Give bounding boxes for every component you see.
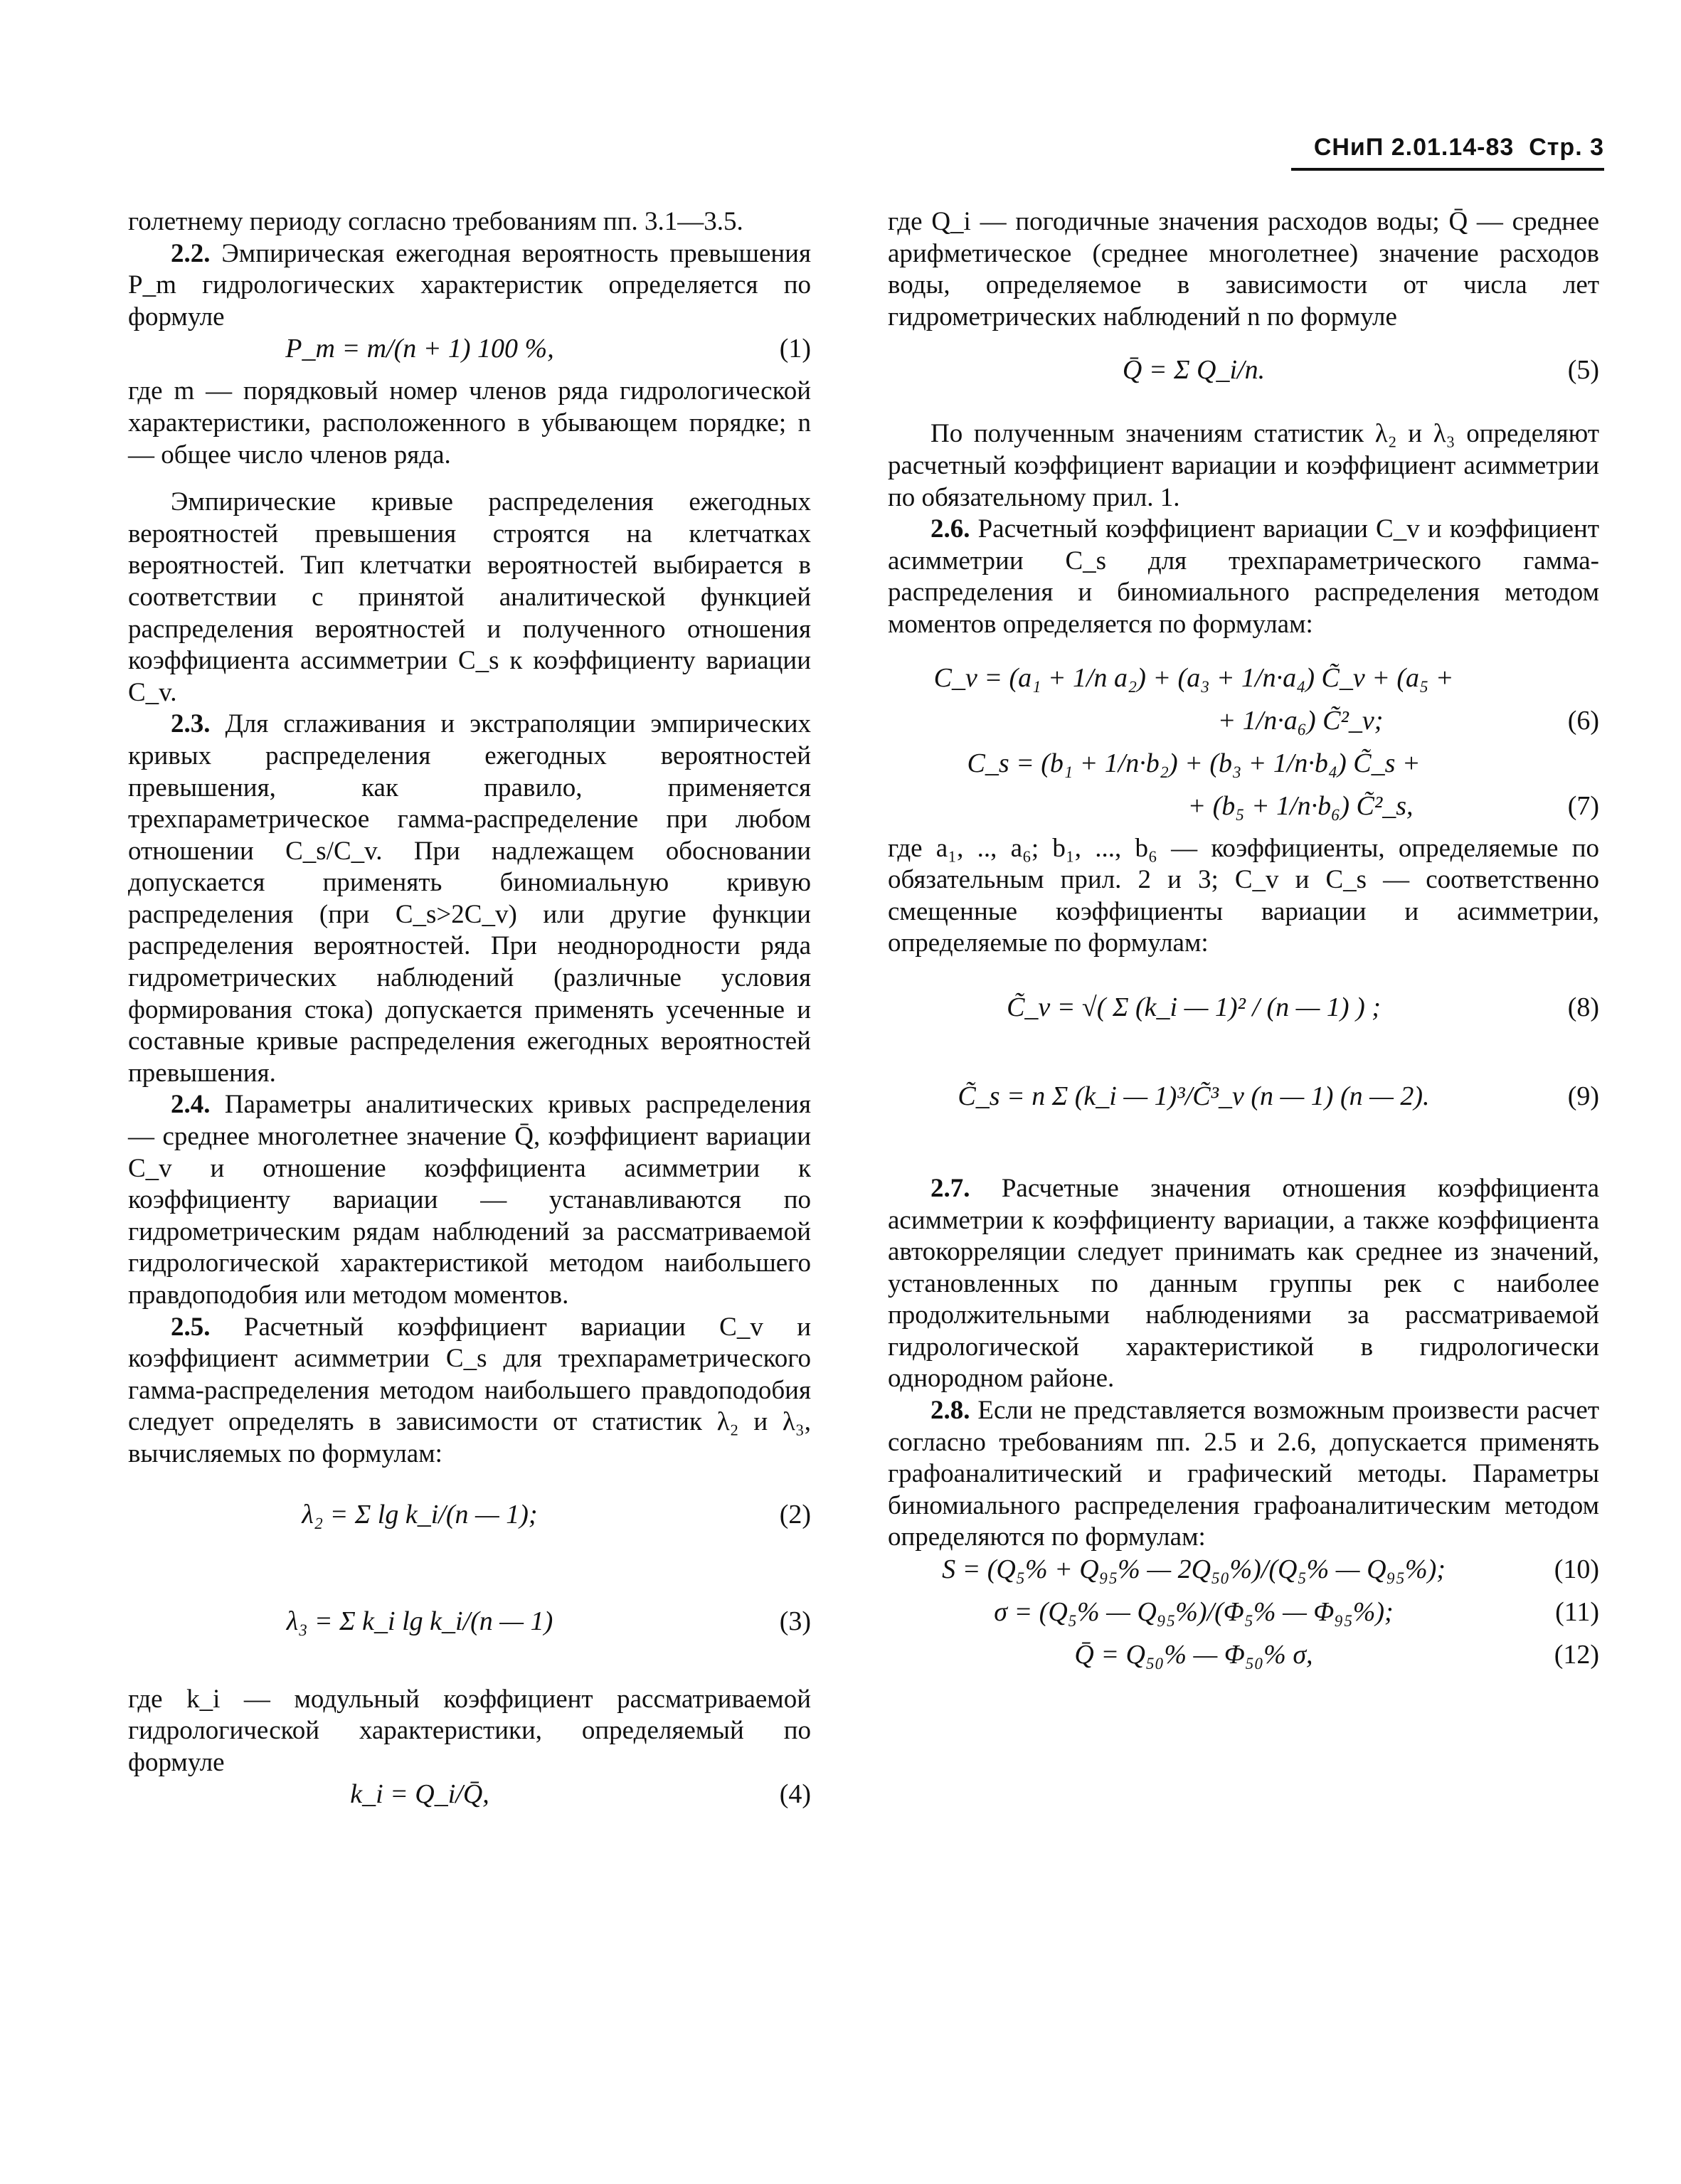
paragraph-2-3 [128, 709, 811, 1089]
equation-6b [888, 705, 1599, 748]
paragraph-2-4 [128, 1089, 811, 1311]
clause-number: 2.2. [171, 238, 211, 268]
clause-text: Эмпирическая ежегодная вероятность превышения P_m гидрологических характеристик определяется по формуле [128, 238, 811, 332]
formula: λ₂ = Σ lg k_i/(n — 1); [302, 1499, 538, 1530]
formula: S = (Q₅% + Q₉₅% — 2Q₅₀%)/(Q₅% — Q₉₅%); [942, 1554, 1446, 1585]
paragraph: где k_i — модульный коэффициент рассматриваемой гидрологической характеристики, определяемый по формуле [128, 1684, 811, 1777]
formula: + (b₅ + 1/n·b₆) C̃²_s, [1187, 790, 1414, 821]
right-column [888, 206, 1599, 1682]
equation-6a [888, 662, 1599, 705]
formula: C̃_s = n Σ (k_i — 1)³/C̃³_v (n — 1) (n — 2). [958, 1081, 1430, 1111]
clause-text: Параметры аналитических кривых распределения — среднее многолетнее значение Q̄, коэффициент вариации C_v и отношение коэффициента асимметрии к коэффициенту вариации — устанавливаются по гидрометрическим рядам наблюдений за рассматриваемой гидрологической характеристикой методом наибольшего правдоподобия или методом моментов. [128, 1090, 811, 1310]
clause-text: Расчетный коэффициент вариации C_v и коэффициент асимметрии C_s для трехпараметрического гамма-распределения методом наибольшего правдоподобия следует определять в зависимости от статистик λ₂ и λ₃, вычисляемых по формулам: [128, 1312, 811, 1468]
equation-7b [888, 790, 1599, 833]
equation-11 [888, 1596, 1599, 1639]
equation-8 [888, 960, 1599, 1066]
paragraph-2-5 [128, 1312, 811, 1470]
paragraph: где a₁, .., a₆; b₁, ..., b₆ — коэффициенты, определяемые по обязательным прил. 2 и 3; C_v и C_s — соответственно смещенные коэффициенты вариации и асимметрии, определяемые по формулам: [888, 833, 1599, 958]
equation-number: (12) [1554, 1640, 1599, 1670]
formula: σ = (Q₅% — Q₉₅%)/(Φ₅% — Φ₉₅%); [994, 1597, 1394, 1628]
equation-number: (1) [779, 334, 811, 364]
clause-number: 2.6. [930, 514, 970, 544]
formula: λ₃ = Σ k_i lg k_i/(n — 1) [286, 1606, 553, 1636]
paragraph-2-6 [888, 514, 1599, 640]
paragraph: Эмпирические кривые распределения ежегодных вероятностей превышения строятся на клетчатках вероятностей. Тип клетчатки вероятностей выбирается в соответствии с принятой аналитической функцией распределения вероятностей и полученного отношения коэффициента ассимметрии C_s к коэффициенту вариации C_v. [128, 487, 811, 707]
equation-number: (5) [1567, 355, 1599, 386]
paragraph: По полученным значениям статистик λ₂ и λ₃ определяют расчетный коэффициент вариации и коэффициент асимметрии по обязательному прил. 1. [888, 419, 1599, 512]
equation-number: (6) [1567, 705, 1599, 736]
page-header [1314, 134, 1604, 161]
clause-number: 2.4. [171, 1090, 211, 1120]
formula: C̃_v = √( Σ (k_i — 1)² / (n — 1) ) ; [1007, 992, 1381, 1022]
equation-2 [128, 1470, 811, 1577]
equation-10 [888, 1554, 1599, 1596]
clause-text: Если не представляется возможным произвести расчет согласно требованиям пп. 2.5 и 2.6, допускается применять графоаналитический и графический методы. Параметры биномиального распределения графоаналитическим методом определяются по формулам: [888, 1396, 1599, 1552]
paragraph-2-8 [888, 1395, 1599, 1554]
equation-1 [128, 333, 811, 376]
paragraph-2-7 [888, 1173, 1599, 1395]
formula: Q̄ = Q₅₀% — Φ₅₀% σ, [1074, 1640, 1313, 1670]
equation-3 [128, 1577, 811, 1684]
formula: C_v = (a₁ + 1/n a₂) + (a₃ + 1/n·a₄) C̃_v + (a₅ + [933, 662, 1454, 693]
equation-4 [128, 1779, 811, 1821]
formula: Q̄ = Σ Q_i/n. [1122, 355, 1266, 386]
paragraph: голетнему периоду согласно требованиям пп. 3.1—3.5. [128, 207, 743, 236]
clause-text: Для сглаживания и экстраполяции эмпирических кривых распределения ежегодных вероятностей превышения, как правило, применяется трехпараметрическое гамма-распределение при любом отношении C_s/C_v. При надлежащем обосновании допускается применять биномиальную кривую распределения (при C_s>2C_v) или другие функции распределения вероятностей. При неоднородности ряда гидрометрических наблюдений (различные условия формирования стока) допускается применять усеченные и составные кривые распределения ежегодных вероятностей превышения. [128, 709, 811, 1088]
formula: C_s = (b₁ + 1/n·b₂) + (b₃ + 1/n·b₄) C̃_s + [967, 748, 1421, 778]
standard-code: СНиП 2.01.14-83 [1313, 134, 1515, 161]
equation-number: (10) [1554, 1554, 1599, 1585]
equation-number: (4) [779, 1779, 811, 1810]
page-number: Стр. 3 [1529, 134, 1604, 161]
clause-number: 2.8. [930, 1396, 970, 1426]
equation-number: (11) [1555, 1597, 1599, 1628]
equation-number: (9) [1567, 1081, 1599, 1111]
equation-number: (3) [779, 1606, 811, 1636]
clause-text: Расчетные значения отношения коэффициента асимметрии к коэффициенту вариации, а также коэффициента автокорреляции следует принимать как среднее из значений, установленных по данным группы рек с наиболее продолжительными наблюдениями за рассматриваемой гидрологической характеристикой в гидрологически однородном районе. [888, 1173, 1599, 1394]
paragraph: где m — порядковый номер членов ряда гидрологической характеристики, расположенного в убывающем порядке; n — общее число членов ряда. [128, 376, 811, 470]
equation-number: (7) [1567, 790, 1599, 821]
formula: + 1/n·a₆) C̃²_v; [1217, 705, 1384, 736]
equation-9 [888, 1066, 1599, 1152]
equation-number: (8) [1567, 992, 1599, 1022]
left-column [128, 206, 811, 1821]
clause-text: Расчетный коэффициент вариации C_v и коэффициент асимметрии C_s для трехпараметрического гамма-распределения и биномиального распределения методом моментов определяется по формулам: [888, 514, 1599, 639]
equation-7a [888, 748, 1599, 790]
clause-number: 2.7. [930, 1173, 970, 1203]
formula: k_i = Q_i/Q̄, [350, 1779, 489, 1810]
header-rule [1291, 168, 1604, 171]
clause-number: 2.3. [171, 709, 211, 739]
paragraph: где Q_i — погодичные значения расходов воды; Q̄ — среднее арифметическое (среднее многолетнее) значение расходов воды, определяемое в зависимости от числа лет гидрометрических наблюдений n по формуле [888, 207, 1599, 332]
paragraph-2-2 [128, 238, 811, 334]
equation-12 [888, 1639, 1599, 1682]
formula: P_m = m/(n + 1) 100 %, [285, 334, 554, 364]
clause-number: 2.5. [171, 1312, 211, 1342]
equation-5 [888, 333, 1599, 418]
equation-number: (2) [779, 1499, 811, 1530]
